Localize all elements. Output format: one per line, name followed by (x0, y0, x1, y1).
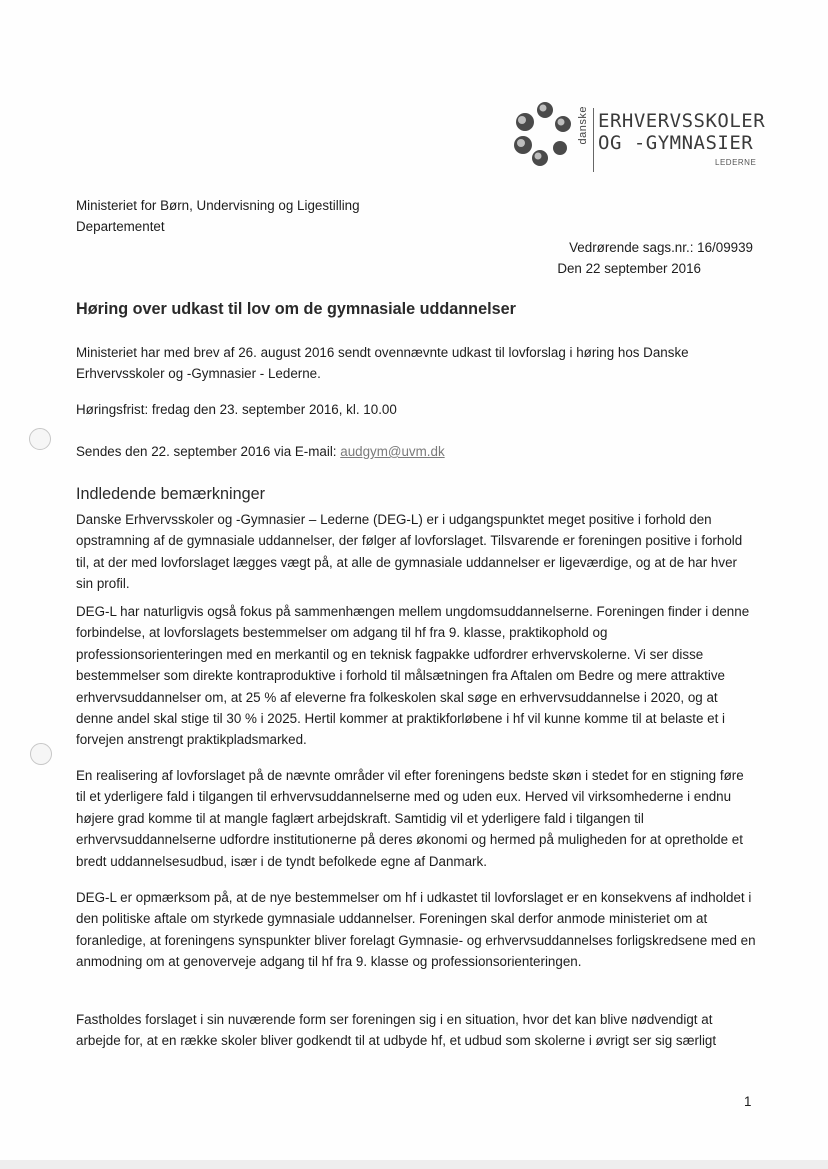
document-title: Høring over udkast til lov om de gymnasiale uddannelser (76, 300, 516, 318)
logo-subtitle: LEDERNE (715, 158, 757, 167)
intro-deadline: Høringsfrist: fredag den 23. september 2016, kl. 10.00 (76, 402, 397, 417)
punch-hole (30, 743, 52, 765)
email-link[interactable]: audgym@uvm.dk (340, 444, 445, 459)
logo-line1: ERHVERVSSKOLER (598, 110, 766, 132)
flower-logo-icon (505, 100, 585, 175)
sending-text: Sendes den 22. september 2016 via E-mail: (76, 444, 341, 459)
body-paragraph-2: DEG-L har naturligvis også fokus på sammenhængen mellem ungdomsuddannelserne. Foreningen finder i denne forbindelse, at lovforslagets bestemmelser om adgang til hf fra 9. klasse, praktikophold og professionsorienteringen med en merkantil og en teknisk fagpakke udfordrer erhvervskolerne. Vi ser disse bestemmelser som direkte kontraproduktive i forhold til målsætningen fra Aftalen om Bedre og mere attraktive erhvervsuddannelser om, at 25 % af eleverne fra folkeskolen skal søge en erhvervsuddannelse i 2020, og at denne andel skal stige til 30 % i 2025. Hertil kommer at praktikforløbene i hf vil kunne komme til at belaste et i forvejen anstrengt praktikpladsmarked. (76, 604, 750, 748)
case-number: Vedrørende sags.nr.: 16/09939 (569, 240, 753, 255)
page-number: 1 (744, 1094, 752, 1109)
recipient-line1: Ministeriet for Børn, Undervisning og Ligestilling (76, 198, 360, 213)
section-heading: Indledende bemærkninger (76, 485, 265, 503)
body-paragraph-4: DEG-L er opmærksom på, at de nye bestemmelser om hf i udkastet til lovforslaget er en konsekvens af indholdet i den politiske aftale om styrkede gymnasiale uddannelser. Foreningen skal derfor anmode ministeriet om at foranledige, at foreningens synspunkter bliver forelagt Gymnasie- og erhvervsuddannelses forligskredsene med en anmodning om at genoverveje adgang til hf fra 9. klasse og professionsorienteringen. (76, 890, 756, 970)
letter-date: Den 22 september 2016 (557, 261, 701, 276)
logo-line2: OG -GYMNASIER (598, 132, 754, 154)
logo-divider (593, 108, 594, 172)
intro-sending (76, 441, 756, 462)
scan-edge (0, 1160, 828, 1169)
logo-danske-text: danske (577, 106, 589, 145)
punch-hole (29, 428, 51, 450)
reference-block (557, 237, 753, 279)
recipient-address (76, 195, 360, 237)
intro-paragraph-1: Ministeriet har med brev af 26. august 2016 sendt ovennævnte udkast til lovforslag i høring hos Danske Erhvervsskoler og -Gymnasier - Lederne. (76, 345, 689, 382)
recipient-line2: Departementet (76, 219, 165, 234)
body-paragraph-5: Fastholdes forslaget i sin nuværende form ser foreningen sig i en situation, hvor det kan blive nødvendigt at arbejde for, at en række skoler bliver godkendt til at udbyde hf, et udbud som skolerne i øvrigt ser sig særligt (76, 1012, 717, 1049)
body-paragraph-3: En realisering af lovforslaget på de nævnte områder vil efter foreningens bedste skøn i stedet for en stigning føre til et yderligere fald i tilgangen til erhvervsuddannelserne med og uden eux. Herved vil virksomhederne i endnu højere grad komme til at mangle faglært arbejdskraft. Samtidig vil et yderligere fald i tilgangen til erhvervsuddannelserne udfordre institutionerne på deres økonomi og hermed på muligheden for at opretholde et bredt uddannelsesudbud, især i de tyndt befolkede egne af Danmark. (76, 768, 744, 869)
body-paragraph-1: Danske Erhvervsskoler og -Gymnasier – Lederne (DEG-L) er i udgangspunktet meget positive i forhold den opstramning af de gymnasiale uddannelser, der følger af lovforslaget. Tilsvarende er foreningen positive i forhold til, at der med lovforslaget lægges vægt på, at alle de gymnasiale uddannelser er ligeværdige, og at de har hver sin profil. (76, 512, 743, 592)
